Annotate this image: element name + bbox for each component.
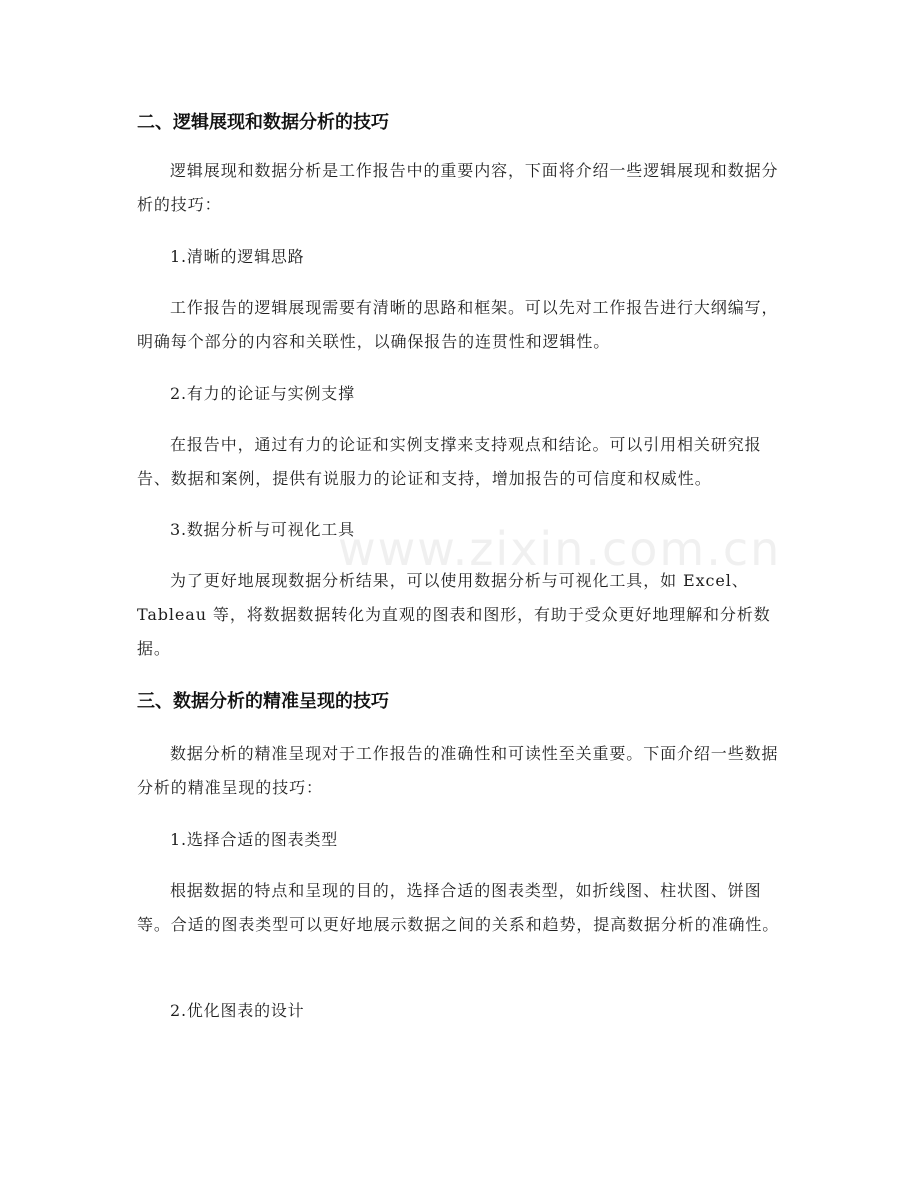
item-title-visual-tools: 3.数据分析与可视化工具 xyxy=(170,520,355,539)
item-body-chart-type: 根据数据的特点和呈现的目的，选择合适的图表类型，如折线图、柱状图、饼图等。合适的图表类型可以更好地展示数据之间的关系和趋势，提高数据分析的准确性。 xyxy=(137,881,780,934)
item-title-clear-logic: 1.清晰的逻辑思路 xyxy=(170,247,305,266)
section-heading-precision: 三、数据分析的精准呈现的技巧 xyxy=(137,691,389,712)
item-title-chart-design: 2.优化图表的设计 xyxy=(170,1001,305,1020)
section-intro-logic: 逻辑展现和数据分析是工作报告中的重要内容，下面将介绍一些逻辑展现和数据分析的技巧： xyxy=(137,161,779,214)
item-title-chart-type: 1.选择合适的图表类型 xyxy=(170,830,339,849)
item-title-argument: 2.有力的论证与实例支撑 xyxy=(170,384,355,403)
section-intro-precision: 数据分析的精准呈现对于工作报告的准确性和可读性至关重要。下面介绍一些数据分析的精准呈现的技巧： xyxy=(137,744,779,797)
section-heading-logic: 二、逻辑展现和数据分析的技巧 xyxy=(137,112,389,133)
item-body-visual-tools: 为了更好地展现数据分析结果，可以使用数据分析与可视化工具，如 Excel、Tableau 等，将数据数据转化为直观的图表和图形，有助于受众更好地理解和分析数据。 xyxy=(137,571,771,658)
item-body-clear-logic: 工作报告的逻辑展现需要有清晰的思路和框架。可以先对工作报告进行大纲编写，明确每个部分的内容和关联性，以确保报告的连贯性和逻辑性。 xyxy=(137,298,779,351)
item-body-argument: 在报告中，通过有力的论证和实例支撑来支持观点和结论。可以引用相关研究报告、数据和案例，提供有说服力的论证和支持，增加报告的可信度和权威性。 xyxy=(137,435,762,488)
watermark: www.zixin.com.cn xyxy=(338,522,782,576)
